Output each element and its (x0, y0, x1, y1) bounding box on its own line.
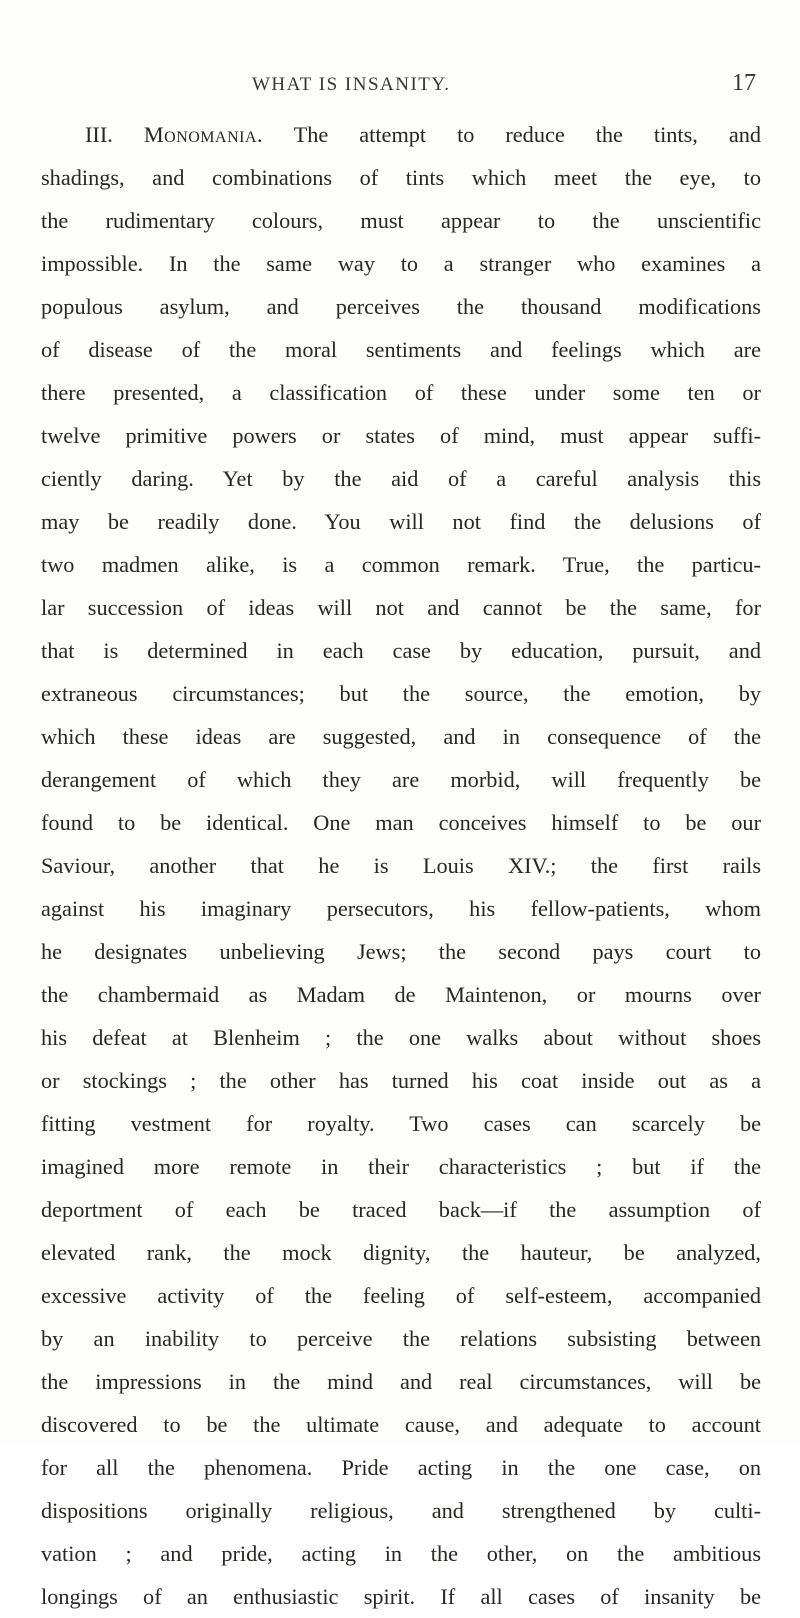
text-line: vation ; and pride, acting in the other, on the ambitious (41, 1541, 761, 1566)
text-line: the impressions in the mind and real circumstances, will be (41, 1369, 761, 1394)
text-line: against his imaginary persecutors, his fellow-patients, whom (41, 896, 761, 921)
text-line: fitting vestment for royalty. Two cases can scarcely be (41, 1111, 761, 1136)
text-line: by an inability to perceive the relations subsisting between (41, 1326, 761, 1351)
text-line: extraneous circumstances; but the source, the emotion, by (41, 681, 761, 706)
text-line: Saviour, another that he is Louis XIV.; the first rails (41, 853, 761, 878)
text-line: lar succession of ideas will not and cannot be the same, for (41, 595, 761, 620)
text-line: may be readily done. You will not find the delusions of (41, 509, 761, 534)
running-head: WHAT IS INSANITY. (252, 74, 451, 95)
body-paragraph (41, 113, 761, 1618)
text-line: the chambermaid as Madam de Maintenon, or mourns over (41, 982, 761, 1007)
text-line: elevated rank, the mock dignity, the hauteur, be analyzed, (41, 1240, 761, 1265)
text-line: deportment of each be traced back—if the assumption of (41, 1197, 761, 1222)
text-line: which these ideas are suggested, and in consequence of the (41, 724, 761, 749)
text-line: impossible. In the same way to a stranger who examines a (41, 251, 761, 276)
text-line: of disease of the moral sentiments and feelings which are (41, 337, 761, 362)
text-line: discovered to be the ultimate cause, and adequate to account (41, 1412, 761, 1437)
text-line: derangement of which they are morbid, will frequently be (41, 767, 761, 792)
text-line: or stockings ; the other has turned his coat inside out as a (41, 1068, 761, 1093)
text-line: the rudimentary colours, must appear to the unscientific (41, 208, 761, 233)
text-line: shadings, and combinations of tints which meet the eye, to (41, 165, 761, 190)
text-line: ciently daring. Yet by the aid of a careful analysis this (41, 466, 761, 491)
text-line-1 (41, 113, 761, 156)
text-line: that is determined in each case by education, pursuit, and (41, 638, 761, 663)
text-line: twelve primitive powers or states of mind, must appear suffi- (41, 423, 761, 448)
text-line: for all the phenomena. Pride acting in the one case, on (41, 1455, 761, 1480)
text-line-1-rest: The attempt to reduce the tints, and (293, 122, 762, 147)
text-line: found to be identical. One man conceives himself to be our (41, 810, 761, 835)
text-line: longings of an enthusiastic spirit. If all cases of insanity be (41, 1584, 761, 1609)
text-line: dispositions originally religious, and strengthened by culti- (41, 1498, 761, 1523)
text-line: excessive activity of the feeling of self-esteem, accompanied (41, 1283, 761, 1308)
text-line: his defeat at Blenheim ; the one walks about without shoes (41, 1025, 761, 1050)
section-title: Monomania. (143, 122, 264, 147)
text-line: there presented, a classification of these under some ten or (41, 380, 761, 405)
page-number: 17 (732, 70, 756, 96)
text-line: two madmen alike, is a common remark. True, the particu- (41, 552, 761, 577)
text-line: he designates unbelieving Jews; the second pays court to (41, 939, 761, 964)
section-numeral: III. (85, 122, 113, 147)
text-line: populous asylum, and perceives the thousand modifications (41, 294, 761, 319)
text-line: imagined more remote in their characteristics ; but if the (41, 1154, 761, 1179)
